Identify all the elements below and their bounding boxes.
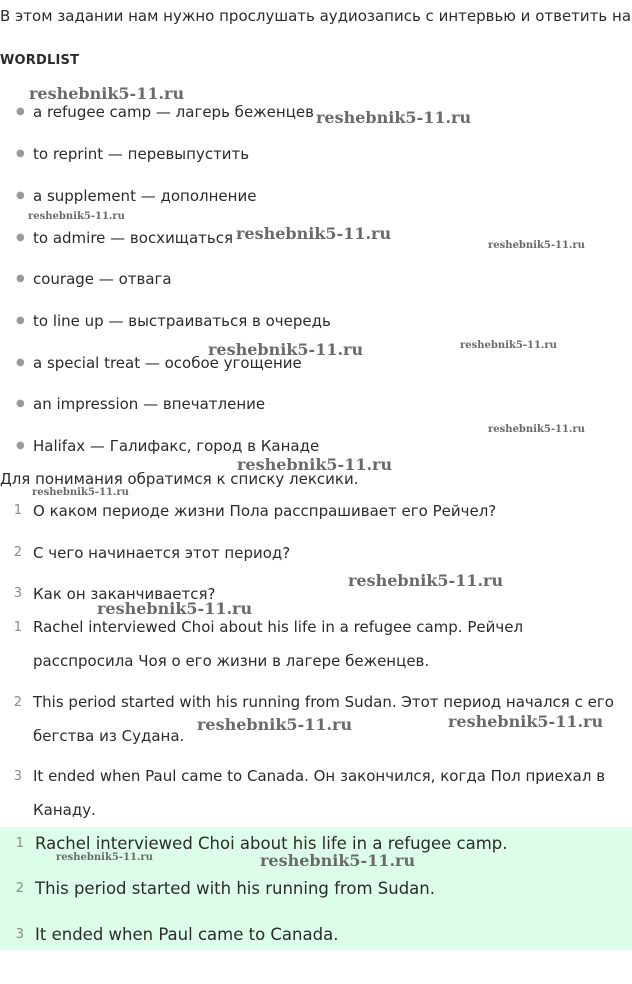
answer-text: Rachel interviewed Choi about his life in a refugee camp. Рейчел расспросила Чоя о его жизни в лагере беженцев. bbox=[33, 618, 524, 670]
watermark: reshebnik5-11.ru bbox=[348, 571, 504, 590]
watermark: reshebnik5-11.ru bbox=[29, 84, 185, 103]
wordlist-item: to reprint — перевыпустить bbox=[33, 145, 250, 163]
watermark: reshebnik5-11.ru bbox=[236, 224, 392, 243]
watermark: reshebnik5-11.ru bbox=[488, 424, 585, 435]
wordlist-item: to line up — выстраиваться в очередь bbox=[33, 312, 331, 330]
watermark: reshebnik5-11.ru bbox=[316, 108, 472, 127]
answer-number: 1 bbox=[13, 620, 22, 635]
bullet-icon: ● bbox=[16, 440, 25, 451]
answer-text: It ended when Paul came to Canada. Он закончился, когда Пол приехал в Канаду. bbox=[33, 767, 606, 819]
bullet-icon: ● bbox=[16, 190, 25, 201]
final-answer-text: This period started with his running from Sudan. bbox=[35, 879, 435, 898]
watermark: reshebnik5-11.ru bbox=[28, 211, 125, 222]
wordlist-title: WORDLIST bbox=[0, 53, 80, 68]
wordlist-item: a special treat — особое угощение bbox=[33, 354, 302, 372]
final-answer-box bbox=[0, 827, 632, 950]
question-text: Как он заканчивается? bbox=[33, 585, 216, 603]
answer-number: 3 bbox=[13, 769, 22, 784]
question-text: О каком периоде жизни Пола расспрашивает его Рейчел? bbox=[33, 502, 497, 520]
watermark: reshebnik5-11.ru bbox=[237, 455, 393, 474]
intro-text: В этом задании нам нужно прослушать аудиозапись с интервью и ответить на bbox=[0, 7, 632, 25]
bullet-icon: ● bbox=[16, 106, 25, 117]
wordlist-item: a refugee camp — лагерь беженцев bbox=[33, 103, 314, 121]
bullet-icon: ● bbox=[16, 273, 25, 284]
watermark: reshebnik5-11.ru bbox=[197, 715, 353, 734]
question-number: 3 bbox=[13, 586, 22, 601]
final-answer-number: 1 bbox=[15, 836, 24, 851]
final-answer-number: 3 bbox=[15, 927, 24, 942]
watermark: reshebnik5-11.ru bbox=[260, 851, 416, 870]
watermark: reshebnik5-11.ru bbox=[208, 340, 364, 359]
bullet-icon: ● bbox=[16, 232, 25, 243]
bullet-icon: ● bbox=[16, 398, 25, 409]
watermark: reshebnik5-11.ru bbox=[488, 240, 585, 251]
watermark: reshebnik5-11.ru bbox=[56, 852, 153, 863]
wordlist-item: to admire — восхищаться bbox=[33, 229, 233, 247]
bullet-icon: ● bbox=[16, 148, 25, 159]
wordlist-item: a supplement — дополнение bbox=[33, 187, 257, 205]
bullet-icon: ● bbox=[16, 315, 25, 326]
final-answer-text: Rachel interviewed Choi about his life in a refugee camp. bbox=[35, 834, 508, 853]
watermark: reshebnik5-11.ru bbox=[32, 487, 129, 498]
wordlist-item: an impression — впечатление bbox=[33, 395, 266, 413]
question-text: С чего начинается этот период? bbox=[33, 544, 291, 562]
bullet-icon: ● bbox=[16, 357, 25, 368]
watermark: reshebnik5-11.ru bbox=[448, 712, 604, 731]
question-number: 2 bbox=[13, 545, 22, 560]
wordlist-item: courage — отвага bbox=[33, 270, 172, 288]
final-answer-text: It ended when Paul came to Canada. bbox=[35, 925, 339, 944]
watermark: reshebnik5-11.ru bbox=[97, 599, 253, 618]
answer-text: This period started with his running from Sudan. Этот период начался с его бегства из Судана. bbox=[33, 693, 614, 745]
answer-number: 2 bbox=[13, 695, 22, 710]
lexis-note: Для понимания обратимся к списку лексики. bbox=[0, 470, 359, 488]
final-answer-number: 2 bbox=[15, 881, 24, 896]
question-number: 1 bbox=[13, 503, 22, 518]
wordlist-item: Halifax — Галифакс, город в Канаде bbox=[33, 437, 320, 455]
watermark: reshebnik5-11.ru bbox=[460, 340, 557, 351]
